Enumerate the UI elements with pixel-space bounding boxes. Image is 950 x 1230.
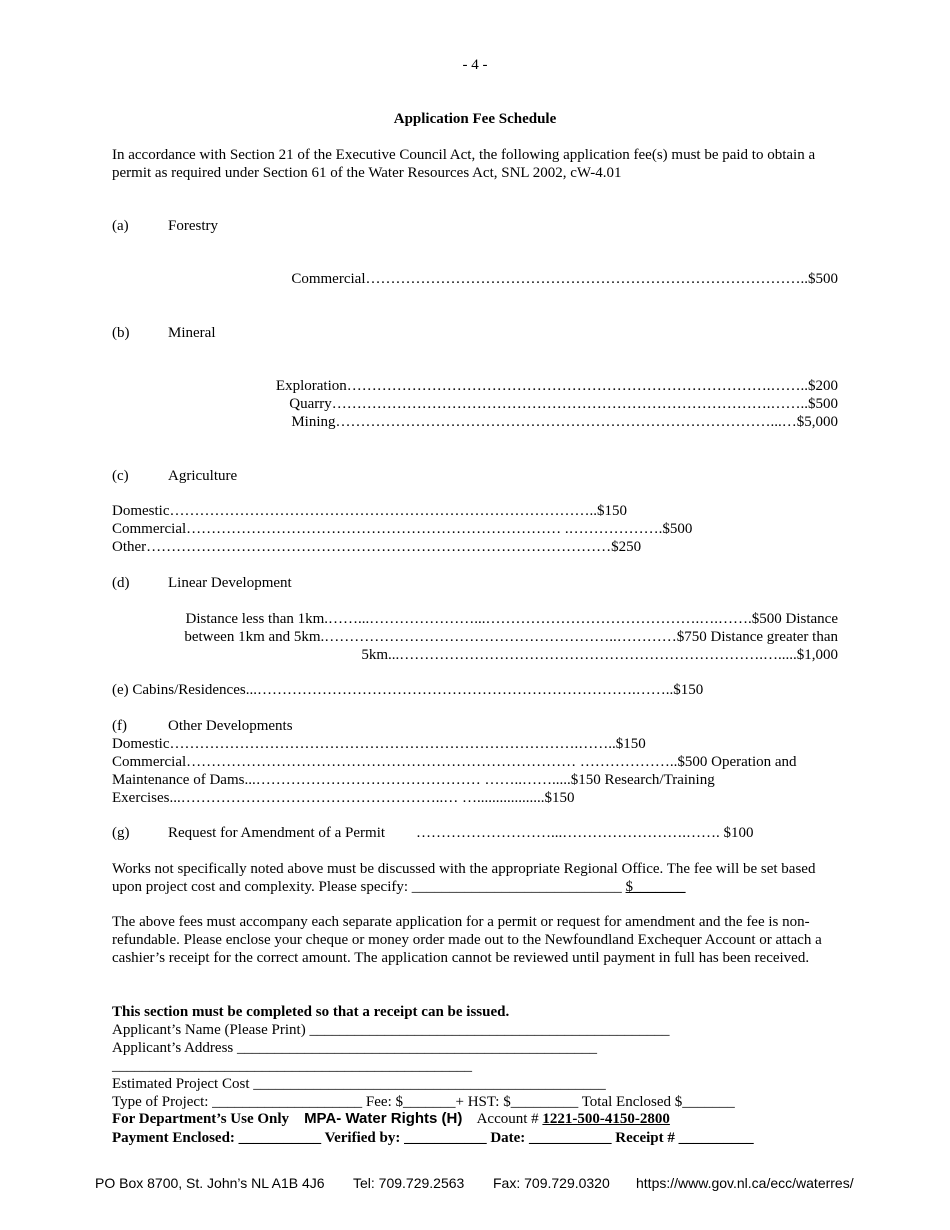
fees-paragraph: The above fees must accompany each separate application for a permit or request for amendment and the fee is non-refundable. Please enclose your cheque or money order made out to the Newfoundland Exchequer Account or attach a cashier’s receipt for the correct amount. The application cannot be reviewed until payment in full has been received.: [112, 914, 822, 966]
mineral-mining-fee: Mining……………………………………………………………………………...…$5,000: [291, 414, 838, 430]
works-note: Works not specifically noted above must be discussed with the appropriate Regional Office. The fee will be set based upon project cost and complexity. Please specify: ____________________________ $_______: [112, 861, 816, 895]
amendment-fee: ………………………...…………………….……. $100: [416, 825, 754, 841]
section-b-label: (b): [112, 325, 130, 341]
footer-fax: Fax: 709.729.0320: [493, 1175, 610, 1191]
page-title: Application Fee Schedule: [393, 111, 557, 127]
section-f-title: Other Developments: [168, 718, 293, 734]
agriculture-other-fee: Other…………………………………………………………………………………$250: [112, 539, 642, 555]
forestry-commercial-fee: Commercial……………………………………………………………………………..$500: [291, 271, 838, 287]
section-b-title: Mineral: [168, 325, 216, 341]
agriculture-commercial-fee: Commercial………………………………………………………………… .……………….$500: [112, 521, 693, 537]
applicant-address-continued[interactable]: ________________________________________________: [112, 1058, 472, 1074]
section-a-label: (a): [112, 218, 129, 234]
department-code: MPA- Water Rights (H): [304, 1110, 463, 1127]
section-d-title: Linear Development: [168, 575, 292, 591]
project-cost-field[interactable]: Estimated Project Cost _______________________________________________: [112, 1076, 606, 1092]
footer-address: PO Box 8700, St. John’s NL A1B 4J6: [95, 1175, 325, 1191]
cabins-residences-fee: (e) Cabins/Residences...………………………………………………………………….……..$150: [112, 682, 704, 698]
other-commercial-fee: Commercial…………………………………………………………………… ………………..$500 Operation and: [112, 754, 797, 770]
section-g-title: Request for Amendment of a Permit: [168, 825, 386, 841]
section-a-title: Forestry: [168, 218, 218, 234]
mineral-exploration-fee: Exploration………………………………………………………………………….……..$200: [275, 378, 838, 394]
section-g-label: (g): [112, 825, 130, 841]
section-c-title: Agriculture: [168, 468, 238, 484]
applicant-name-field[interactable]: Applicant’s Name (Please Print) ________________________________________________: [112, 1022, 670, 1038]
project-specify-field[interactable]: ____________________________: [411, 879, 622, 895]
section-d-label: (d): [112, 575, 130, 591]
linear-fee-line-3: 5km...……………………………………………………………….….....$1,000: [361, 647, 838, 663]
mineral-quarry-fee: Quarry…………………………………………………………………………….……..$500: [289, 396, 838, 412]
linear-fee-line-1: Distance less than 1km.……...…………………...…………………………………….….…….$500 Distance: [185, 611, 838, 627]
other-research-fee: Exercises...……………………………………………..… …..................$150: [112, 790, 575, 806]
account-number: 1221-500-4150-2800: [542, 1111, 670, 1127]
section-f-label: (f): [112, 718, 127, 734]
intro-paragraph: In accordance with Section 21 of the Executive Council Act, the following application fee(s) must be paid to obtain a permit as required under Section 61 of the Water Resources Act, SNL 2002, cW-4.01: [112, 147, 816, 181]
account-label: Account #: [476, 1111, 539, 1127]
project-specify-amount[interactable]: $_______: [625, 879, 686, 895]
receipt-heading: This section must be completed so that a receipt can be issued.: [112, 1004, 510, 1020]
department-use-label: For Department’s Use Only: [112, 1111, 290, 1127]
project-type-fee-line[interactable]: Type of Project: ____________________ Fee: $_______+ HST: $_________ Total Enclosed $_______: [112, 1094, 735, 1110]
page-number: - 4 -: [462, 57, 488, 73]
department-use-line: [112, 1110, 670, 1128]
applicant-address-field[interactable]: Applicant’s Address ________________________________________________: [112, 1040, 597, 1056]
linear-fee-line-2: between 1km and 5km.…………………………………………………..…………$750 Distance greater than: [184, 629, 838, 645]
payment-verification-line[interactable]: Payment Enclosed: ___________ Verified by: ___________ Date: ___________ Receipt # __________: [112, 1130, 754, 1146]
agriculture-domestic-fee: Domestic…………………………………………………………………………..$150: [112, 503, 627, 519]
footer-website-link[interactable]: https://www.gov.nl.ca/ecc/waterres/: [636, 1175, 854, 1191]
section-c-label: (c): [112, 468, 129, 484]
other-domestic-fee: Domestic……………………………………………………………………….……..$150: [112, 736, 646, 752]
other-dams-fee: Maintenance of Dams...……………………………………… ……..…….....$150 Research/Training: [112, 772, 715, 788]
footer-phone: Tel: 709.729.2563: [353, 1175, 465, 1191]
